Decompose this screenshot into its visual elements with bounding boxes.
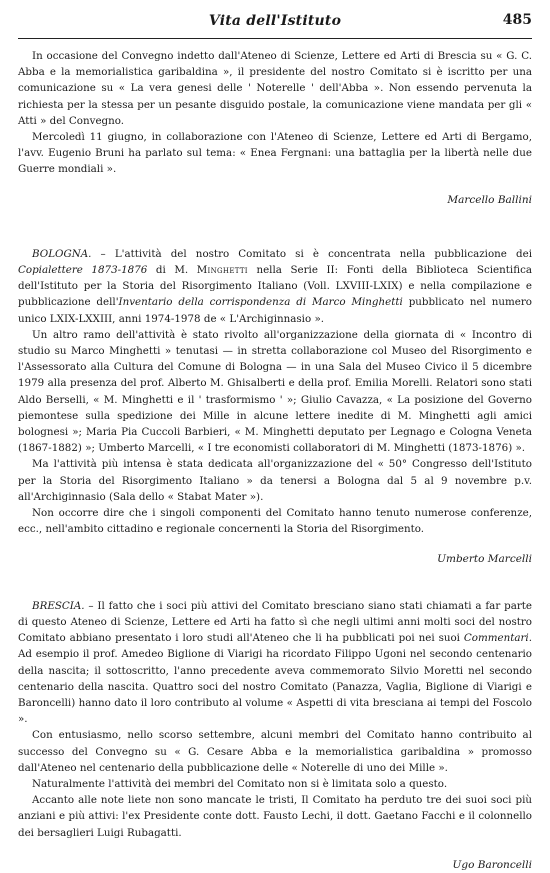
paragraph: In occasione del Convegno indetto dall'Ateneo di Scienze, Lettere ed Arti di Brescia su « G. C. Abba e la memorialistica garibaldina », il presidente del nostro Comitato si è iscritto per una comunicazione su « La vera genesi delle ' Noterelle ' dell'Abba ». Non essendo pervenuta la richiesta per la stessa per un pesante disguido postale, la comunicazione viene mandata per gli « Atti » del Convegno. (18, 50, 532, 127)
book-title: Copialettere 1873-1876 (18, 264, 148, 277)
section-brescia (18, 598, 532, 873)
page-body (18, 48, 532, 873)
paragraph: Con entusiasmo, nello scorso settembre, alcuni membri del Comitato hanno contribuito al successo del Convegno su « G. Cesare Abba e la memorialistica garibaldina » promosso dall'Ateneo nel centenario della pubblicazione delle « Noterelle di uno dei Mille ». (18, 729, 532, 774)
paragraph: Un altro ramo dell'attività è stato rivolto all'organizzazione della giornata di « Incontro di studio su Marco Minghetti » tenutasi — in stretta collaborazione col Museo del Risorgimento e l'Assessorato alla Cultura del Comune di Bologna — in una Sala del Museo Civico il 5 dicembre 1979 alla presenza del prof. Alberto M. Ghisalberti e della prof. Emilia Morelli. Relatori sono stati Aldo Berselli, « M. Minghetti e il ' trasformismo ' »; Giulio Cavazza, « La posizione del Governo piemontese sulla spedizione dei Mille in alcune lettere inedite di M. Minghetti agli amici bolognesi »; Maria Pia Cuccoli Barbieri, « M. Minghetti deputato per Legnago e Cologna Veneta (1867-1882) »; Umberto Marcelli, « I tre economisti collaboratori di M. Minghetti (1873-1876) ». (18, 328, 532, 455)
paragraph: Accanto alle note liete non sono mancate le tristi, Il Comitato ha perduto tre dei suoi soci più anziani e più attivi: l'ex Presidente conte dott. Fausto Lechi, il dott. Gaetano Facchi e il colonnello dei bersaglieri Luigi Rubagatti. (18, 794, 532, 839)
signature: Umberto Marcelli (437, 553, 532, 566)
text-run: . Ad esempio il prof. Amedeo Biglione di Viarigi ha ricordato Filippo Ugoni nel secondo centenario della nascita; il sottoscritto, l'anno precedente aveva commemorato Silvio Moretti nel secondo centenario della nascita. Quattro soci del nostro Comitato (Panazza, Vaglia, Biglione di Viarigi e Baroncelli) hanno dato il loro contributo al volume « Aspetti di vita bresciana ai tempi del Foscolo ». (18, 632, 532, 726)
paragraph: Non occorre dire che i singoli componenti del Comitato hanno tenuto numerose conferenze, ecc., nell'ambito cittadino e regionale concernenti la Storia del Risorgimento. (18, 507, 532, 536)
paragraph: Naturalmente l'attività dei membri del Comitato non si è limitata solo a questo. (32, 777, 448, 790)
running-title: Vita dell'Istituto (208, 13, 342, 29)
book-title: Inventario della corrispondenza di Marco Minghetti (118, 296, 403, 309)
section-convegno (18, 48, 532, 208)
author-name: Minghetti (196, 264, 248, 277)
running-header (18, 12, 532, 39)
text-run: – Il fatto che i soci più attivi del Comitato bresciano siano stati chiamati a far parte di questo Ateneo di Scienze, Lettere ed Arti ha fatto sì che negli ultimi anni molti soci del nostro Comitato abbiano presentato i loro studi all'Ateneo che li ha pubblicati poi nei suoi (18, 599, 532, 645)
paragraph: Mercoledì 11 giugno, in collaborazione con l'Ateneo di Scienze, Lettere ed Arti di Bergamo, l'avv. Eugenio Bruni ha parlato sul tema: « Enea Fergnani: una battaglia per la libertà nelle due Guerre mondiali ». (18, 131, 532, 176)
paragraph (18, 246, 532, 327)
section-bologna (18, 246, 532, 568)
place-heading: BRESCIA. (32, 599, 85, 612)
paragraph: Ma l'attività più intensa è stata dedicata all'organizzazione del « 50° Congresso dell'Istituto per la Storia del Risorgimento Italiano » da tenersi a Bologna dal 5 al 9 novembre p.v. all'Archiginnasio (Sala dello « Stabat Mater »). (18, 458, 532, 503)
page-number: 485 (502, 12, 532, 28)
signature: Ugo Baroncelli (452, 858, 532, 871)
text-run: di M. (147, 264, 197, 277)
text-run: – L'attività del nostro Comitato si è concentrata nella pubblicazione dei (91, 247, 532, 260)
text-run: pubblicato nel numero unico LXIX-LXXIII, anni 1974-1978 de « L'Archiginnasio ». (18, 296, 532, 325)
book-title: Commentari (463, 632, 529, 645)
signature: Marcello Ballini (447, 193, 532, 206)
text-run: nella Serie II: Fonti della Biblioteca Scientifica dell'Istituto per la Storia del Risorgimento Italiano (Voll. LXVIII-LXIX) e nella compilazione e pubblicazione dell' (18, 264, 532, 309)
paragraph (18, 598, 532, 728)
place-heading: BOLOGNA. (32, 247, 92, 260)
